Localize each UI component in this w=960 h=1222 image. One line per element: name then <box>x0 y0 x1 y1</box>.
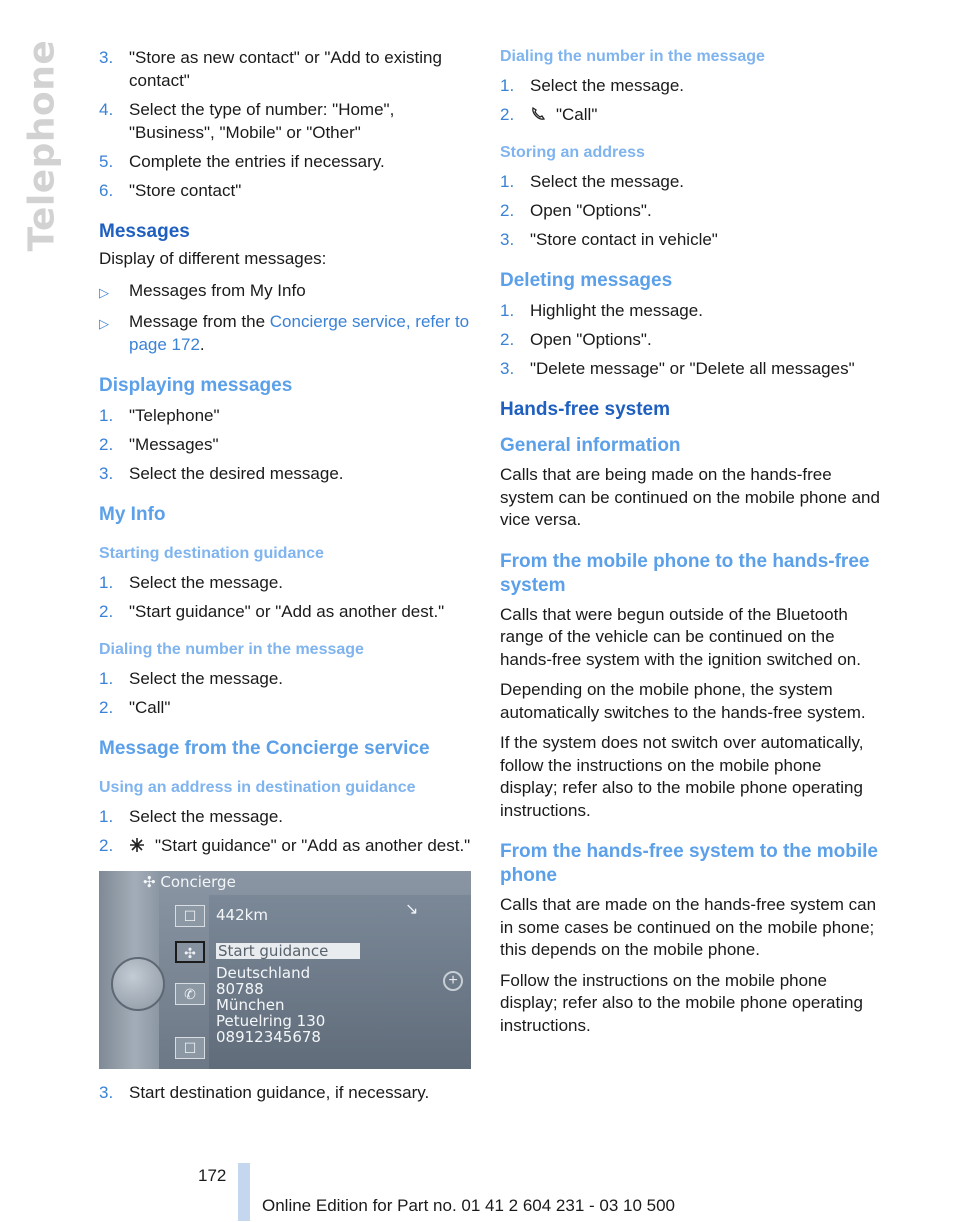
list-item: 2. Open "Options". <box>500 330 652 349</box>
right-column: Dialing the number in the message 1. Select the message. 2. "Call" Storing an address 1. Select the message. 2. Open "Options". 3. "Store contact in vehicle" Deleting messages 1. Highlight the message. 2. Open "Options". 3. "Delete message" or "Delete all messages" Hands-free system General information Calls that are being made on the hands-free system can be continued on the mobile phone and vice versa. From the mobile phone to the hands-free system Calls that were begun outside of the Bluetooth range of the vehicle can be continued on the hands-free system with the ignition switched on. Depending on the mobile phone, the system automatically switches to the hands-free system. If the system does not switch over automatically, follow the instructions on the mobile phone display; refer also to the mobile phone operating instructions. From the hands-free system to the mobile phone Calls that are made on the hands-free system can in some cases be continued on the mobile phone; this depends on the mobile phone. Follow the instructions on the mobile phone display; refer also to the mobile phone operating instructions. <box>500 48 880 1035</box>
displaying-messages-heading: Displaying messages <box>99 374 293 396</box>
starting-destination-heading: Starting destination guidance <box>99 544 324 562</box>
contact-book-icon: ☐ <box>175 905 205 927</box>
footer-text: Online Edition for Part no. 01 41 2 604 231 - 03 10 500 <box>262 1196 676 1215</box>
list-item: 3. "Store as new contact" or "Add to existing contact" <box>99 48 442 90</box>
screen-start-guidance: Start guidance <box>216 943 360 959</box>
list-item: 2. "Start guidance" or "Add as another dest." <box>99 601 445 621</box>
bullet-arrow-icon: ▷ <box>99 284 109 300</box>
list-item: 1. "Telephone" <box>99 405 220 425</box>
list-item: 6. "Store contact" <box>99 181 242 200</box>
store-contact-steps <box>99 46 475 202</box>
general-text: Calls that are being made on the hands-free system can be continued on the mobile phone and vice versa. <box>500 465 880 529</box>
general-information-heading: General information <box>500 435 681 456</box>
page-number: 172 <box>198 1166 227 1185</box>
list-item: ▷ Messages from My Info <box>99 279 475 304</box>
list-item: 1. Select the message. <box>99 806 284 826</box>
chapter-title-text: Telephone <box>21 39 63 251</box>
dialing-number-heading: Dialing the number in the message <box>99 640 364 658</box>
list-item: 3. "Delete message" or "Delete all messages" <box>500 359 855 378</box>
bullet-arrow-icon: ▷ <box>99 315 109 331</box>
my-info-heading: My Info <box>99 503 166 525</box>
navigation-icon <box>129 837 145 853</box>
list-item: 3. "Store contact in vehicle" <box>500 230 718 249</box>
chapter-side-title <box>21 39 63 251</box>
direction-arrow-icon: ↘ <box>405 900 419 918</box>
navigation-icon: ✣ <box>175 941 205 963</box>
list-item: 3. Select the desired message. <box>99 463 344 483</box>
list-item: 2. "Start guidance" or "Add as another dest." <box>99 835 471 855</box>
messages-intro: Display of different messages: <box>99 249 327 268</box>
list-item: 1. Select the message. <box>500 172 685 191</box>
deleting-messages-heading: Deleting messages <box>500 270 673 291</box>
dialing-number-heading-2: Dialing the number in the message <box>500 48 765 65</box>
footer-bar <box>238 1163 250 1221</box>
list-item: 1. Select the message. <box>500 76 685 95</box>
hands-free-heading: Hands-free system <box>500 399 671 420</box>
controller-knob-icon <box>111 957 165 1011</box>
from-mobile-heading: From the mobile phone to the hands-free system <box>500 550 870 596</box>
concierge-page-link[interactable]: Concierge service, refer to page 172 <box>129 311 470 354</box>
phone-icon <box>530 106 546 122</box>
storing-address-heading: Storing an address <box>500 144 645 161</box>
list-item: 5. Complete the entries if necessary. <box>99 152 385 171</box>
from-handsfree-heading: From the hands-free system to the mobile phone <box>500 841 878 886</box>
using-address-heading: Using an address in destination guidance <box>99 778 416 796</box>
plus-icon: + <box>443 971 463 991</box>
list-item: 1. Highlight the message. <box>500 301 703 320</box>
left-column <box>99 46 475 1110</box>
concierge-message-heading: Message from the Concierge service <box>99 737 430 759</box>
list-item: 2. "Messages" <box>99 434 219 454</box>
list-item: 2. "Call" <box>99 697 171 717</box>
list-item: 2. Open "Options". <box>500 201 652 220</box>
list-item: ▷ Message from the Concierge service, refer to page 172. <box>99 311 470 354</box>
concierge-screen-image: ✣ Concierge ☐ ✣ ✆ ☐ 442km ↘ Start guidance Deutschland 80788 München Petuelring 130 08912345678 + <box>99 871 471 1069</box>
phone-icon: ✆ <box>175 983 205 1005</box>
list-item: 3. Start destination guidance, if necessary. <box>99 1082 430 1102</box>
list-item: 1. Select the message. <box>99 668 284 688</box>
list-item: 4. Select the type of number: "Home", "Business", "Mobile" or "Other" <box>99 100 395 142</box>
list-item: 2. "Call" <box>500 105 598 124</box>
messages-heading: Messages <box>99 221 190 242</box>
screen-distance: 442km <box>216 905 268 924</box>
book-icon: ☐ <box>175 1037 205 1059</box>
concierge-icon: ✣ <box>143 872 161 891</box>
list-item: 1. Select the message. <box>99 572 284 592</box>
